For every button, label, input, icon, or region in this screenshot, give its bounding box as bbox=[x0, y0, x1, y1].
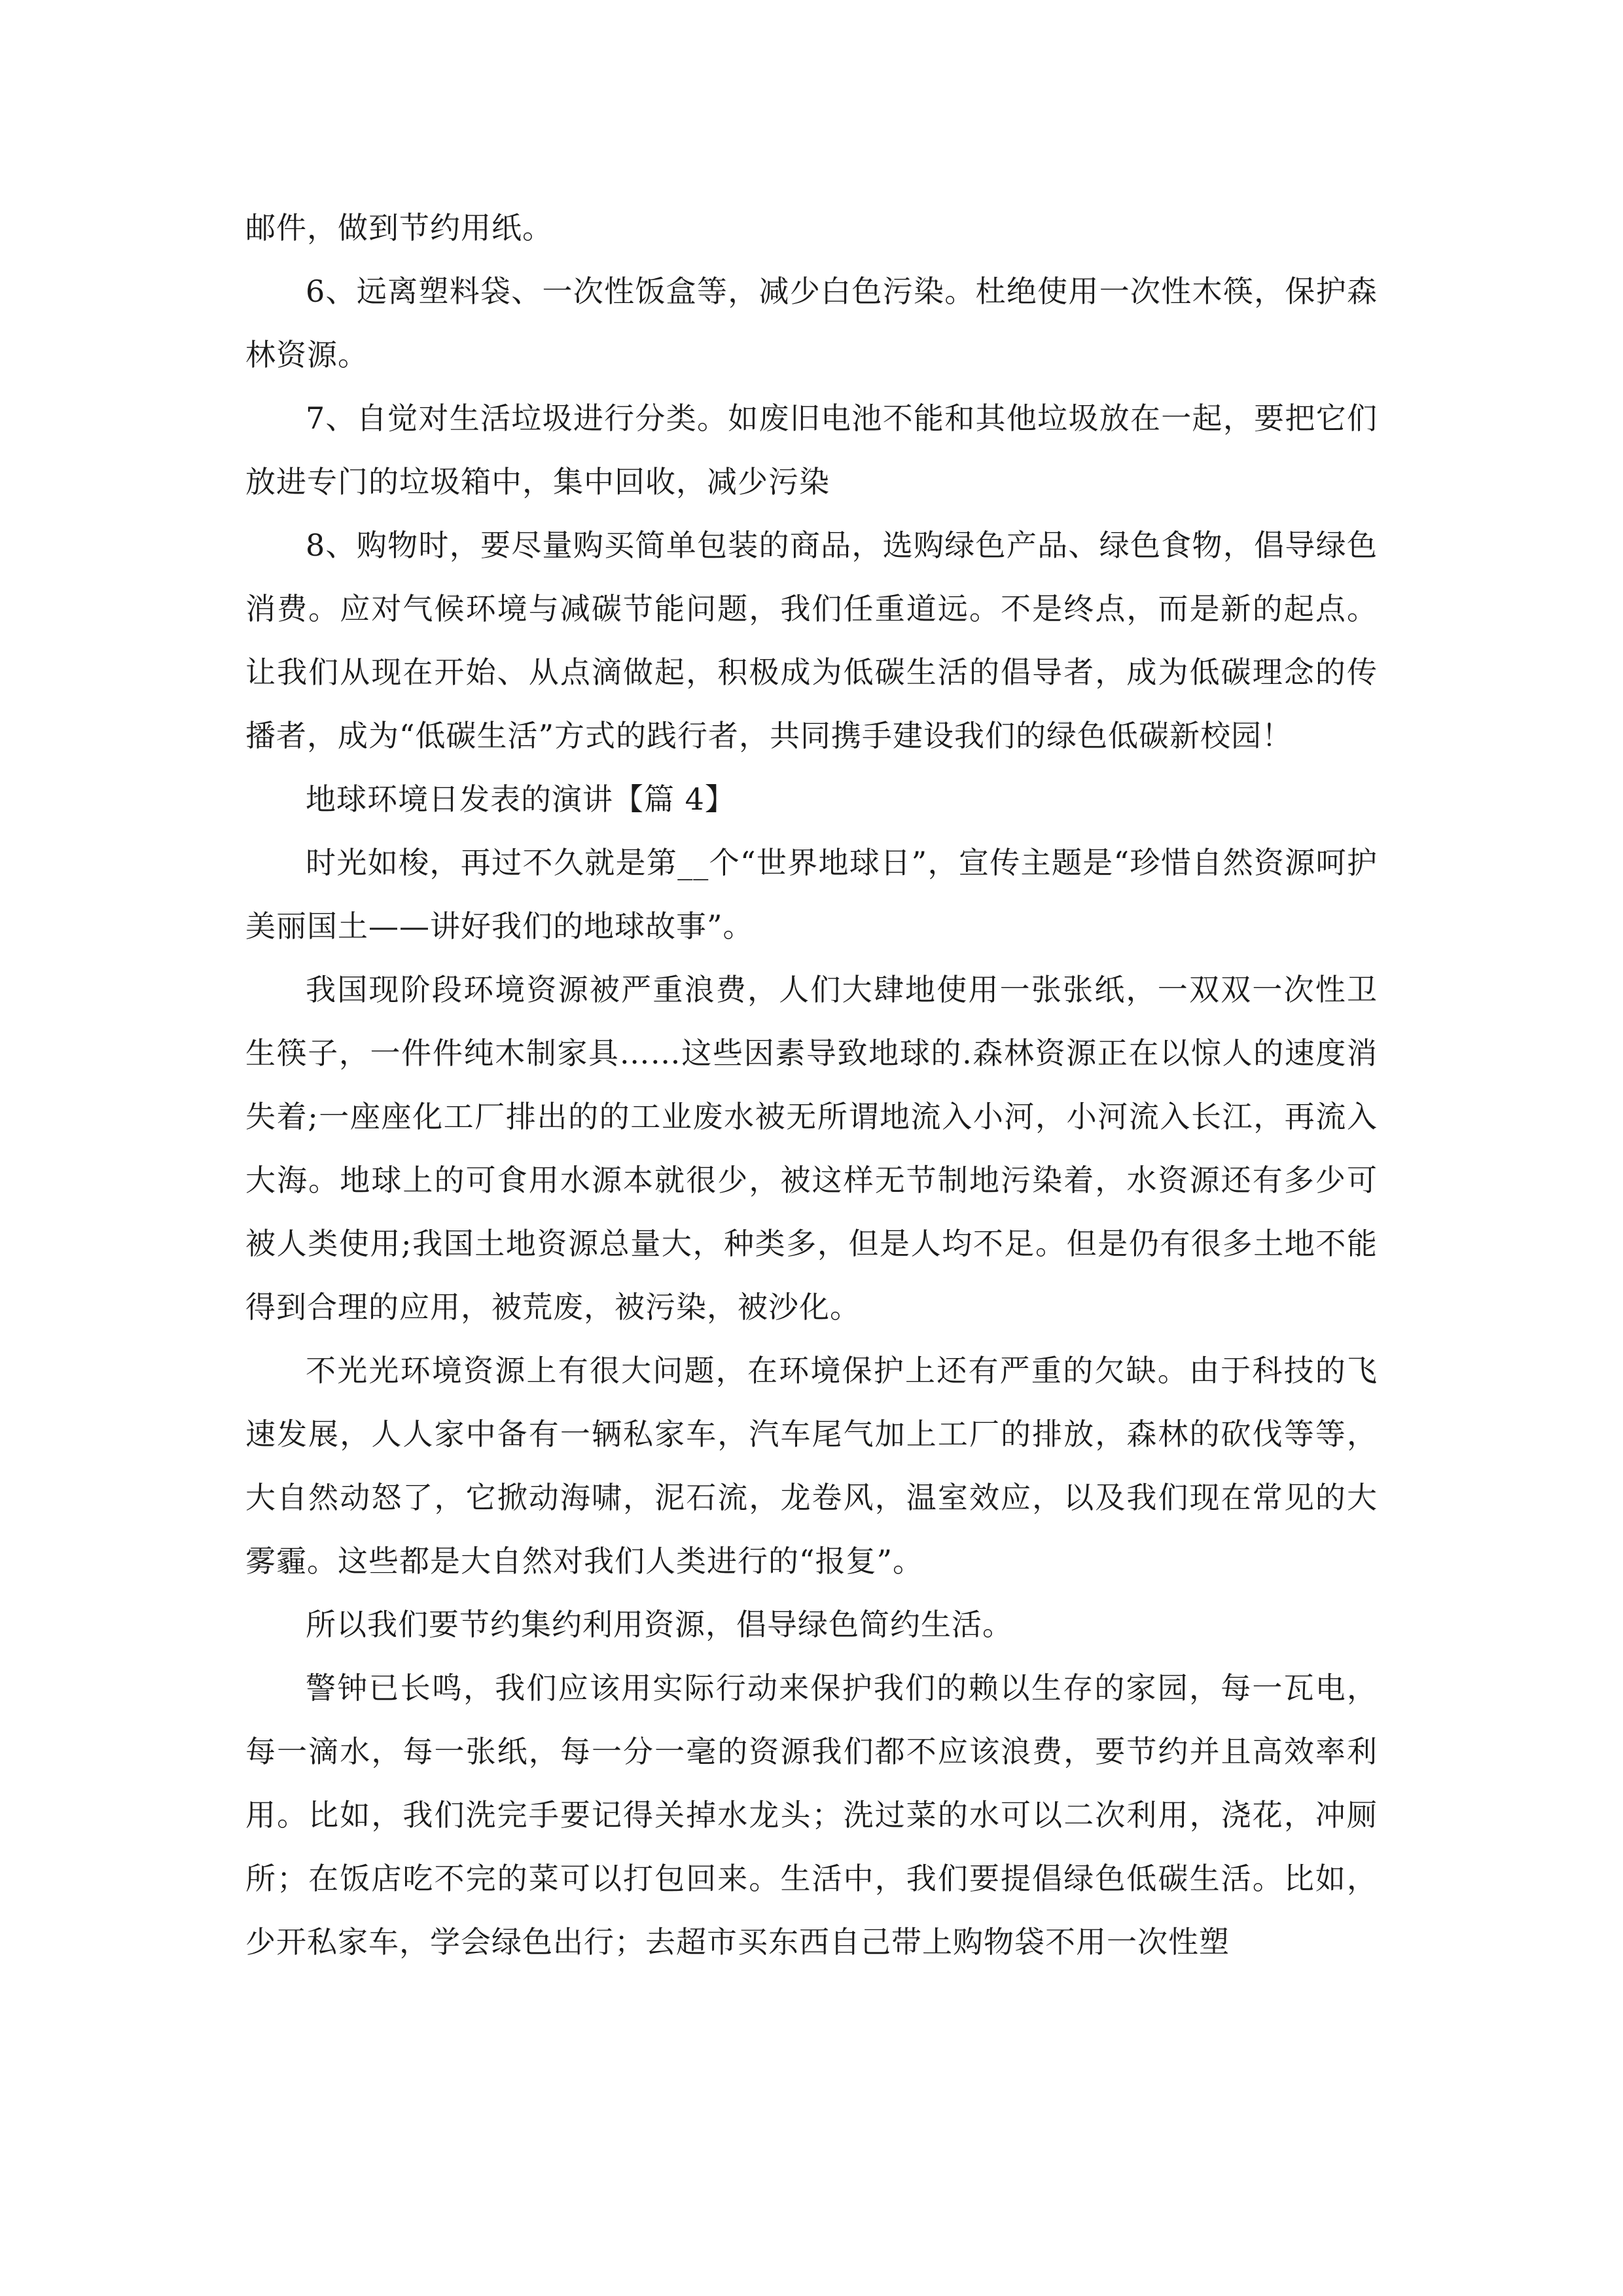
paragraph-item-8: 8、购物时，要尽量购买简单包装的商品，选购绿色产品、绿色食物，倡导绿色消费。应对气候环境与减碳节能问题，我们任重道远。不是终点，而是新的起点。让我们从现在开始、从点滴做起，积极成为低碳生活的倡导者，成为低碳理念的传播者，成为“低碳生活”方式的践行者，共同携手建设我们的绿色低碳新校园！ bbox=[245, 528, 1378, 753]
paragraph-call-to-action: 警钟已长鸣，我们应该用实际行动来保护我们的赖以生存的家园，每一瓦电，每一滴水，每一张纸，每一分一毫的资源我们都不应该浪费，要节约并且高效率利用。比如，我们洗完手要记得关掉水龙头；洗过菜的水可以二次利用，浇花，冲厕所；在饭店吃不完的菜可以打包回来。生活中，我们要提倡绿色低碳生活。比如，少开私家车，学会绿色出行；去超市买东西自己带上购物袋不用一次性塑 bbox=[245, 1670, 1378, 1960]
section-heading: 地球环境日发表的演讲【篇 4】 bbox=[306, 781, 736, 817]
paragraph-conclusion: 所以我们要节约集约利用资源，倡导绿色简约生活。 bbox=[306, 1607, 1013, 1642]
paragraph-intro: 时光如梭，再过不久就是第__个“世界地球日”，宣传主题是“珍惜自然资源呵护美丽国土——讲好我们的地球故事”。 bbox=[245, 845, 1378, 944]
paragraph-item-7: 7、自觉对生活垃圾进行分类。如废旧电池不能和其他垃圾放在一起，要把它们放进专门的垃圾箱中，集中回收，减少污染 bbox=[245, 401, 1378, 499]
paragraph-resources: 我国现阶段环境资源被严重浪费，人们大肆地使用一张张纸，一双双一次性卫生筷子，一件件纯木制家具……这些因素导致地球的.森林资源正在以惊人的速度消失着;一座座化工厂排出的的工业废水被无所谓地流入小河，小河流入长江，再流入大海。地球上的可食用水源本就很少，被这样无节制地污染着，水资源还有多少可被人类使用;我国土地资源总量大，种类多，但是人均不足。但是仍有很多土地不能得到合理的应用，被荒废，被污染，被沙化。 bbox=[245, 972, 1378, 1325]
paragraph-protection: 不光光环境资源上有很大问题，在环境保护上还有严重的欠缺。由于科技的飞速发展，人人家中备有一辆私家车，汽车尾气加上工厂的排放，森林的砍伐等等，大自然动怒了，它掀动海啸，泥石流，龙卷风，温室效应，以及我们现在常见的大雾霾。这些都是大自然对我们人类进行的“报复”。 bbox=[245, 1353, 1378, 1579]
paragraph-item-6: 6、远离塑料袋、一次性饭盒等，减少白色污染。杜绝使用一次性木筷，保护森林资源。 bbox=[245, 274, 1378, 372]
document-body bbox=[245, 196, 1378, 1974]
paragraph-continuation: 邮件，做到节约用纸。 bbox=[245, 210, 553, 245]
